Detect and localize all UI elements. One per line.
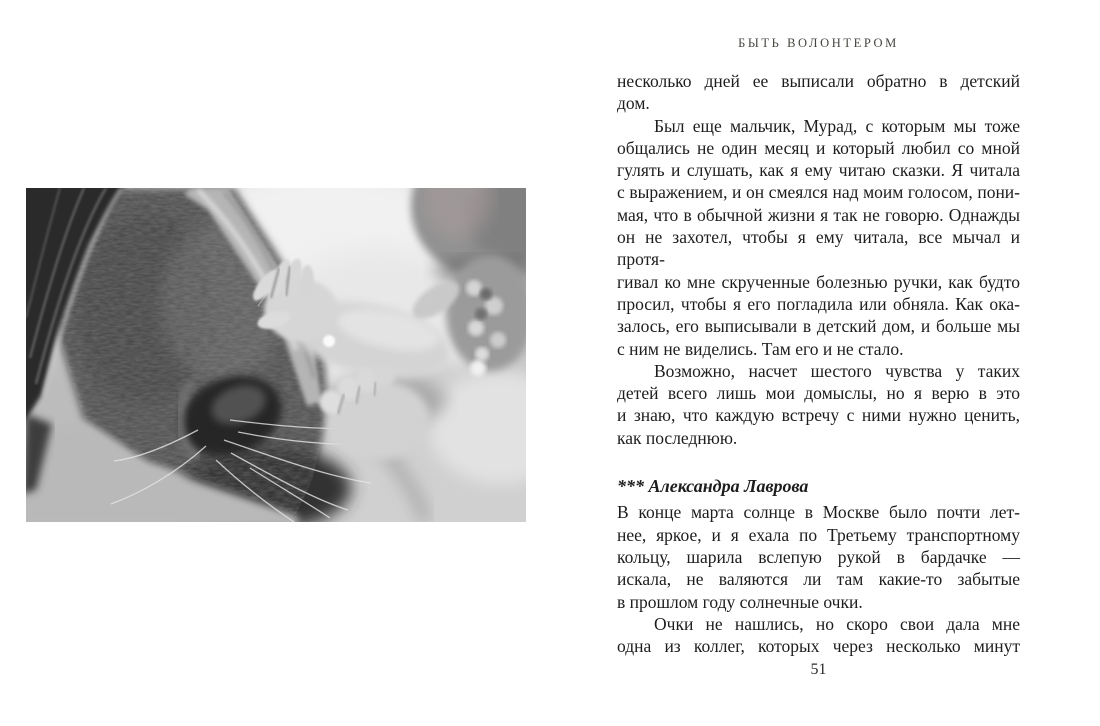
text-line: искала, не валяются ли там какие-то забытые: [617, 569, 1020, 590]
text-line: гулять и слушать, как я ему читаю сказки. Я читала: [617, 160, 1020, 181]
text-line: Возможно, насчет шестого чувства у таких: [654, 360, 1020, 381]
paragraph: [617, 115, 1020, 360]
text-line: мая, что в обычной жизни я так не говорю. Однажды: [617, 204, 1020, 225]
photo-illustration: [26, 188, 526, 522]
paragraph: [617, 501, 1020, 612]
page-number: 51: [810, 661, 827, 678]
text-line: Был еще мальчик, Мурад, с которым мы тоже: [654, 115, 1020, 136]
text-line: гивал ко мне скрученные болезнью ручки, как будто: [617, 271, 1020, 292]
text-line: В конце марта солнце в Москве было почти лет-: [617, 502, 1020, 523]
text-line: просил, чтобы я его погладила или обняла. Как ока-: [617, 293, 1020, 314]
section-heading: [617, 475, 1020, 497]
running-header: БЫТЬ ВОЛОНТЕРОМ: [738, 36, 899, 50]
text-line: с ним не виделись. Там его и не стало.: [617, 338, 904, 359]
text-line: несколько дней ее выписали обратно в детский: [617, 71, 1020, 91]
text-line: с выражением, и он смеялся над моим голосом, пони-: [617, 182, 1020, 203]
text-line: Очки не нашлись, но скоро свои дала мне: [654, 613, 1020, 634]
text-line: дом.: [617, 93, 650, 114]
text-line: детей всего лишь мои домыслы, но я верю в это: [617, 383, 1020, 404]
text-column: [617, 70, 1020, 657]
paragraph: [617, 360, 1020, 449]
text-line: он не захотел, чтобы я ему читала, все мычал и протя-: [617, 227, 1020, 270]
text-line: как последнюю.: [617, 427, 738, 448]
paragraph: [617, 70, 1020, 115]
text-line: общались не один месяц и который любил со мной: [617, 137, 1020, 158]
text-line: кольцу, шарила вслепую рукой в бардачке —: [617, 546, 1020, 567]
paragraph: [617, 613, 1020, 658]
text-line: *** Александра Лаврова: [617, 476, 809, 497]
horse-baby-photo: [26, 188, 526, 522]
text-line: нее, яркое, и я ехала по Третьему транспортному: [617, 524, 1020, 545]
text-line: в прошлом году солнечные очки.: [617, 591, 863, 612]
text-line: и знаю, что каждую встречу с ними нужно ценить,: [617, 405, 1020, 426]
text-line: одна из коллег, которых через несколько минут: [617, 636, 1020, 657]
text-line: залось, его выписывали в детский дом, и больше мы: [617, 316, 1020, 337]
